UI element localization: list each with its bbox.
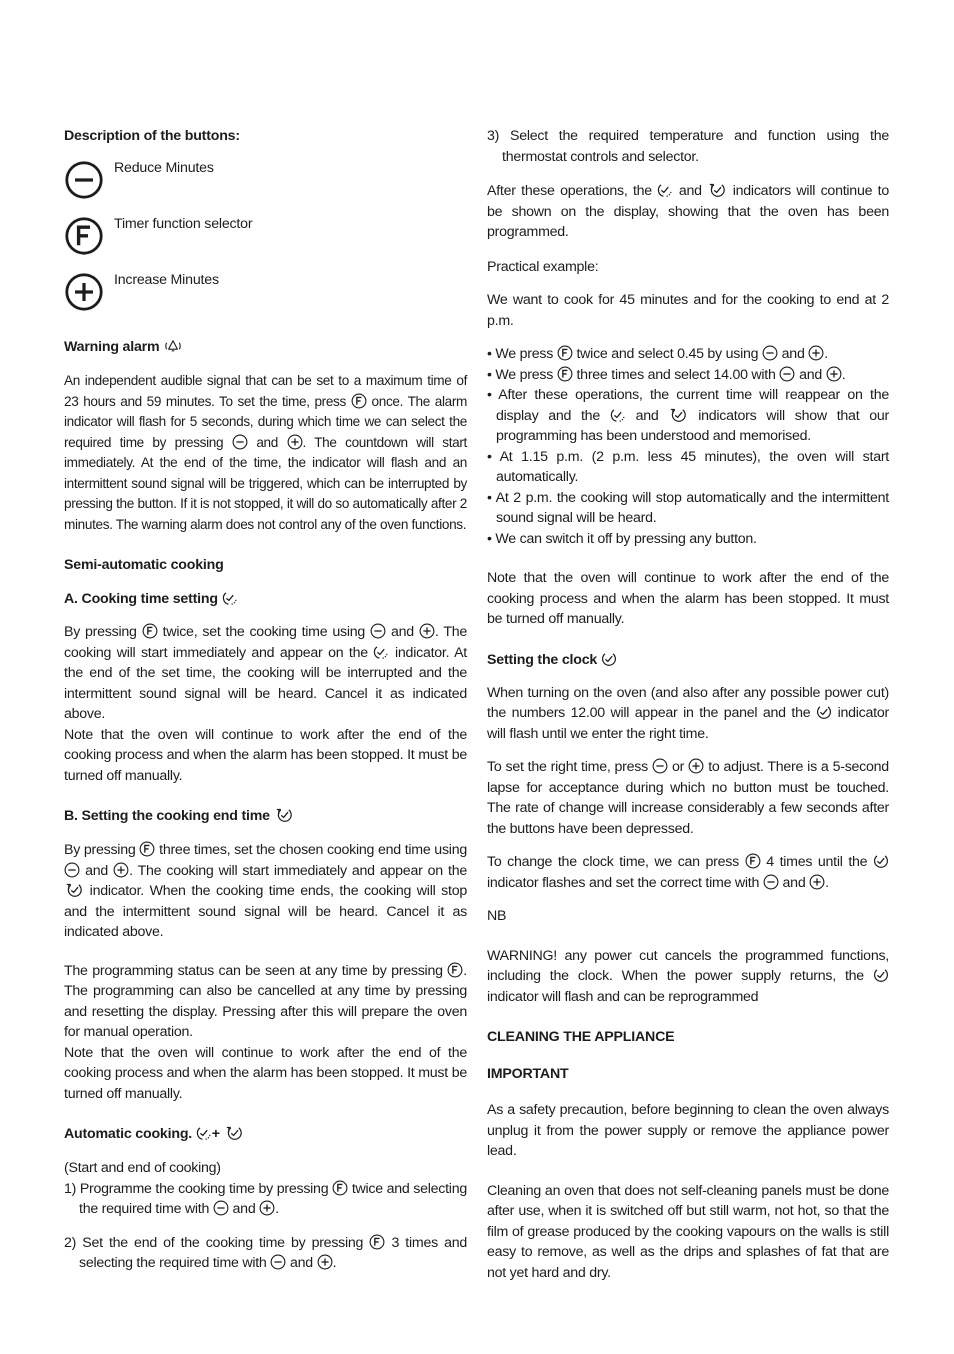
programming-note: Note that the oven will continue to work after the end of the cooking process and when the alarm has been stopped. It must be turned off manually. — [64, 1044, 467, 1102]
f-icon — [557, 366, 573, 382]
cooking-time-note: Note that the oven will continue to work after the end of the cooking process and when the alarm has been stopped. It must be turned off manually. — [64, 726, 467, 784]
duration-icon — [222, 590, 238, 606]
end-time-icon — [707, 182, 727, 198]
clock-change-text: To change the clock time, we can press 4 times until the indicator flashes and set the correct time with and . — [487, 852, 889, 893]
f-icon — [557, 345, 573, 361]
automatic-subtitle: (Start and end of cooking) — [64, 1160, 221, 1176]
plus-icon — [113, 862, 129, 878]
end-time-icon — [274, 807, 294, 823]
duration-icon — [196, 1125, 212, 1141]
minus-label: Reduce Minutes — [114, 160, 214, 176]
cooking-time-text: By pressing twice, set the cooking time using and . The cooking will start immediately and appear on the indicator. At the end of the set time, the cooking will be interrupted and the intermittent sound signal will be heard. Cancel it as indicated above. — [64, 624, 468, 722]
list-item: • We press twice and select 0.45 by using and . — [487, 346, 828, 362]
important-heading: IMPORTANT — [487, 1066, 569, 1082]
practical-example-label: Practical example: — [487, 258, 599, 275]
f-icon — [64, 216, 104, 256]
minus-icon — [213, 1200, 229, 1216]
minus-icon — [64, 862, 80, 878]
list-item: • We press three times and select 14.00 with and . — [487, 366, 846, 383]
f-icon — [745, 853, 761, 869]
minus-icon — [763, 874, 779, 890]
clock-set-text: To set the right time, press or to adjust. There is a 5-second lapse for acceptance during which no button must be touched. The rate of change will increase considerably a few seconds after the buttons have been depressed. — [487, 759, 889, 837]
plus-icon — [808, 345, 824, 361]
list-item: • We can switch it off by pressing any button. — [487, 530, 757, 547]
end-time-icon — [668, 407, 688, 423]
automatic-step-2: 2) Set the end of the cooking time by pressing 3 times and selecting the required time with and . — [64, 1234, 468, 1271]
end-time-icon — [224, 1125, 244, 1141]
duration-icon — [610, 407, 626, 423]
cleaning-text: Cleaning an oven that does not self-cleaning panels must be done after use, when it is switched off but still warm, not hot, so that the film of grease produced by the cooking vapours on the walls is still easy to remove, as well as the drips and splashes of fat that are not yet hard and dry. — [487, 1182, 889, 1281]
safety-text: As a safety precaution, before beginning to clean the oven always unplug it from the power supply or remove the appliance power lead. — [487, 1102, 889, 1159]
automatic-cooking-heading: Automatic cooking. + — [64, 1124, 467, 1144]
plus-icon — [419, 623, 435, 639]
plus-icon — [826, 366, 842, 382]
minus-icon — [64, 160, 104, 200]
right-column — [487, 126, 889, 1283]
after-operations-text: After these operations, the and indicators will continue to be shown on the display, showing that the oven has been programmed. — [487, 183, 890, 240]
list-item: • At 1.15 p.m. (2 p.m. less 45 minutes), the oven will start automatically. — [487, 448, 889, 485]
step-3: 3) Select the required temperature and function using the thermostat controls and selector. — [487, 128, 889, 165]
practical-example-goal: We want to cook for 45 minutes and for the cooking to end at 2 p.m. — [487, 292, 889, 329]
warning-alarm-heading — [64, 337, 467, 357]
warning-alarm-title: Warning alarm — [64, 339, 160, 355]
automatic-step-1: 1) Programme the cooking time by pressing twice and selecting the required time with and . — [64, 1180, 467, 1217]
list-item: • After these operations, the current time will reappear on the display and the and indicators will show that our programming has been understood and memorised. — [487, 387, 889, 444]
minus-icon — [270, 1254, 286, 1270]
f-icon — [351, 393, 367, 409]
example-bullet-list — [487, 344, 889, 549]
setting-clock-heading: Setting the clock — [487, 650, 889, 670]
button-legend — [64, 160, 467, 328]
minus-icon — [370, 623, 386, 639]
f-label: Timer function selector — [114, 216, 253, 232]
plus-icon — [688, 758, 704, 774]
programming-status-text: The programming status can be seen at any time by pressing . The programming can also be cancelled at any time by pressing and resetting the display. Pressing after this will prepare the oven for manual operation. — [64, 962, 467, 1040]
plus-icon — [287, 434, 303, 450]
cooking-time-heading: A. Cooking time setting — [64, 589, 467, 609]
plus-icon — [809, 874, 825, 890]
clock-icon — [873, 967, 889, 983]
plus-icon — [317, 1254, 333, 1270]
cooking-end-heading: B. Setting the cooking end time — [64, 806, 467, 826]
plus-label: Increase Minutes — [114, 272, 219, 288]
f-icon — [142, 623, 158, 639]
clock-icon — [873, 853, 889, 869]
list-item: • At 2 p.m. the cooking will stop automatically and the intermittent sound signal will be heard. — [487, 489, 889, 526]
minus-icon — [779, 366, 795, 382]
power-cut-warning: WARNING! any power cut cancels the programmed functions, including the clock. When the power supply returns, the indicator will flash and can be reprogrammed — [487, 947, 889, 1005]
plus-icon — [259, 1200, 275, 1216]
left-column — [64, 126, 467, 1274]
duration-icon — [657, 182, 673, 198]
clock-power-text: When turning on the oven (and also after any possible power cut) the numbers 12.00 will appear in the panel and the indicator will flash until we enter the right time. — [487, 684, 889, 742]
cooking-end-text: By pressing three times, set the chosen cooking end time using and . The cooking will start immediately and appear on the indicator. When the cooking time ends, the cooking will stop and the intermittent sound signal will be heard. Cancel it as indicated above. — [64, 842, 467, 940]
clock-icon — [816, 704, 832, 720]
bell-icon — [163, 338, 183, 354]
semi-automatic-heading: Semi-automatic cooking — [64, 557, 224, 573]
end-time-icon — [64, 882, 84, 898]
nb-label: NB — [487, 908, 507, 924]
warning-alarm-text: An independent audible signal that can be set to a maximum time of 23 hours and 59 minutes. To set the time, press once. The alarm indicator will flash for 5 seconds, during which time we can select the required time by pressing and . The countdown will start immediately. At the end of the time, the indicator will flash and an intermittent sound signal will be triggered, which can be interrupted by pressing the button. If it is not stopped, it will do so automatically after 2 minutes. The warning alarm does not control any of the oven functions. — [64, 373, 467, 532]
plus-icon — [64, 272, 104, 312]
clock-icon — [601, 651, 617, 667]
minus-icon — [232, 434, 248, 450]
f-icon — [139, 841, 155, 857]
f-icon — [332, 1180, 348, 1196]
minus-icon — [762, 345, 778, 361]
f-icon — [447, 962, 463, 978]
duration-icon — [373, 644, 389, 660]
f-icon — [369, 1234, 385, 1250]
cleaning-heading: CLEANING THE APPLIANCE — [487, 1029, 675, 1045]
oven-note: Note that the oven will continue to work after the end of the cooking process and when the alarm has been stopped. It must be turned off manually. — [487, 570, 889, 627]
minus-icon — [652, 758, 668, 774]
buttons-description-heading: Description of the buttons: — [64, 128, 240, 144]
